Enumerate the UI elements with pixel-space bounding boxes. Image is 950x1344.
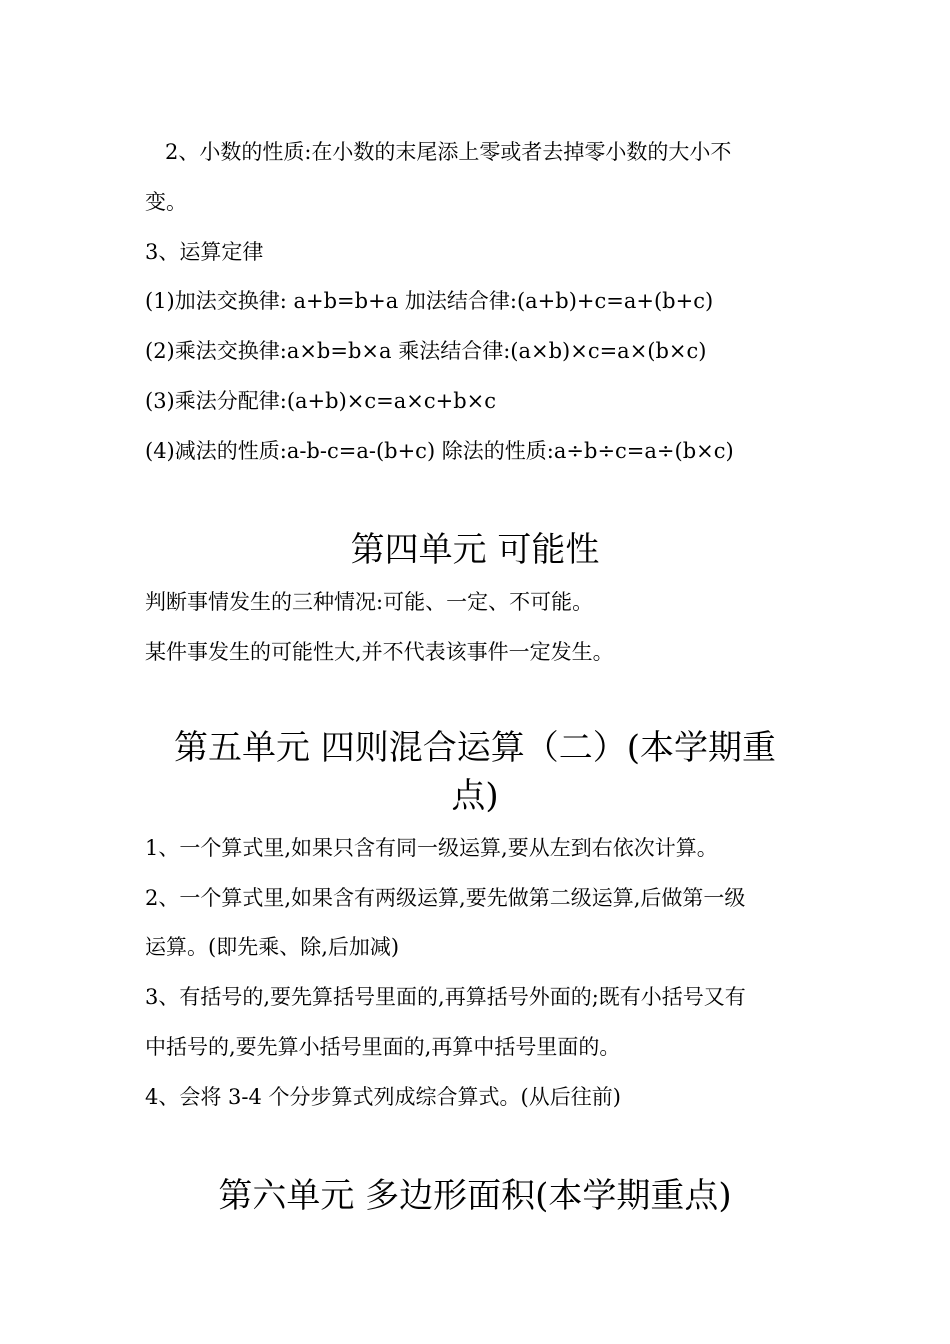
unit5-rule-3-line-2: 中括号的,要先算小括号里面的,再算中括号里面的。: [145, 1035, 621, 1059]
unit5-heading-line-2: 点): [451, 776, 499, 816]
unit5-rule-4: 4、会将 3-4 个分步算式列成综合算式。(从后往前): [145, 1085, 621, 1109]
operation-laws-title: 3、运算定律: [145, 240, 264, 264]
decimal-property-line-1: 2、小数的性质:在小数的末尾添上零或者去掉零小数的大小不: [165, 140, 732, 164]
law-addition: (1)加法交换律: a+b=b+a 加法结合律:(a+b)+c=a+(b+c): [145, 289, 714, 313]
law-subtraction-division: (4)减法的性质:a-b-c=a-(b+c) 除法的性质:a÷b÷c=a÷(b×c): [145, 439, 734, 463]
unit5-rule-2-line-1: 2、一个算式里,如果含有两级运算,要先做第二级运算,后做第一级: [145, 886, 746, 910]
law-distributive: (3)乘法分配律:(a+b)×c=a×c+b×c: [145, 389, 496, 413]
unit5-rule-1: 1、一个算式里,如果只含有同一级运算,要从左到右依次计算。: [145, 836, 718, 860]
unit4-line-1: 判断事情发生的三种情况:可能、一定、不可能。: [145, 590, 594, 614]
unit6-heading: 第六单元 多边形面积(本学期重点): [218, 1176, 732, 1216]
unit4-heading: 第四单元 可能性: [350, 530, 600, 570]
law-multiplication: (2)乘法交换律:a×b=b×a 乘法结合律:(a×b)×c=a×(b×c): [145, 339, 707, 363]
unit5-heading-line-1: 第五单元 四则混合运算（二）(本学期重: [173, 728, 777, 768]
unit4-line-2: 某件事发生的可能性大,并不代表该事件一定发生。: [145, 640, 614, 664]
decimal-property-line-2: 变。: [145, 190, 187, 214]
unit5-rule-3-line-1: 3、有括号的,要先算括号里面的,再算括号外面的;既有小括号又有: [145, 985, 746, 1009]
unit5-rule-2-line-2: 运算。(即先乘、除,后加减): [145, 935, 400, 959]
